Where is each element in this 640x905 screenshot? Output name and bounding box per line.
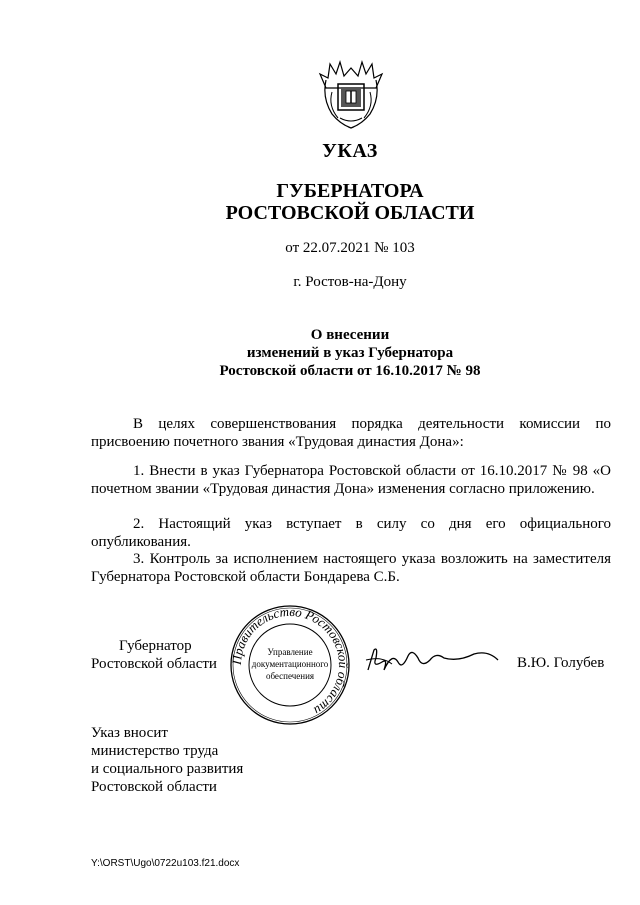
stamp-center-line-1: Управление [267,647,313,657]
item-2-paragraph: 2. Настоящий указ вступает в силу со дня его официального опубликования. [91,516,611,550]
signatory-title-line-1: Губернатор [119,638,192,654]
stamp-center-line-3: обеспечения [265,671,315,681]
handwritten-signature [362,640,502,680]
subject-line-1: О внесении [310,327,390,343]
subject-line-3: Ростовской области от 16.10.2017 № 98 [219,363,481,379]
item-1-paragraph: 1. Внести в указ Губернатора Ростовской области от 16.10.2017 № 98 «О почетном звании «Трудовая династия Дона» изменения согласно приложению. [91,463,611,497]
submitter-line-2: министерство труда [91,743,219,759]
stamp-ring-text: Правительство Ростовской области [229,604,351,719]
file-path-footer: Y:\ORST\Ugo\0722u103.f21.docx [91,858,240,869]
signatory-title [91,637,217,673]
subject-line-2: изменений в указ Губернатора [246,345,454,361]
preamble-paragraph: В целях совершенствования порядка деятельности комиссии по присвоению почетного звания «Трудовая династия Дона»: [91,416,611,450]
submitter-line-4: Ростовской области [91,779,217,795]
submitter-line-1: Указ вносит [91,725,168,741]
signatory-name: В.Ю. Голубев [517,655,605,671]
submitter-line-3: и социального развития [91,761,244,777]
issuer-line-1: ГУБЕРНАТОРА [276,180,424,202]
signatory-title-line-2: Ростовской области [91,656,217,672]
rostov-oblast-coat-of-arms-icon [318,58,384,130]
stamp-center-line-2: документационного [251,659,329,669]
submitter-block [91,724,243,796]
official-stamp [229,604,351,726]
date-number: от 22.07.2021 № 103 [285,240,415,256]
issuer-line-2: РОСТОВСКОЙ ОБЛАСТИ [225,202,475,224]
item-3-paragraph: 3. Контроль за исполнением настоящего указа возложить на заместителя Губернатора Ростовской области Бондарева С.Б. [91,551,611,585]
city: г. Ростов-на-Дону [293,274,407,290]
document-type: УКАЗ [322,140,378,162]
